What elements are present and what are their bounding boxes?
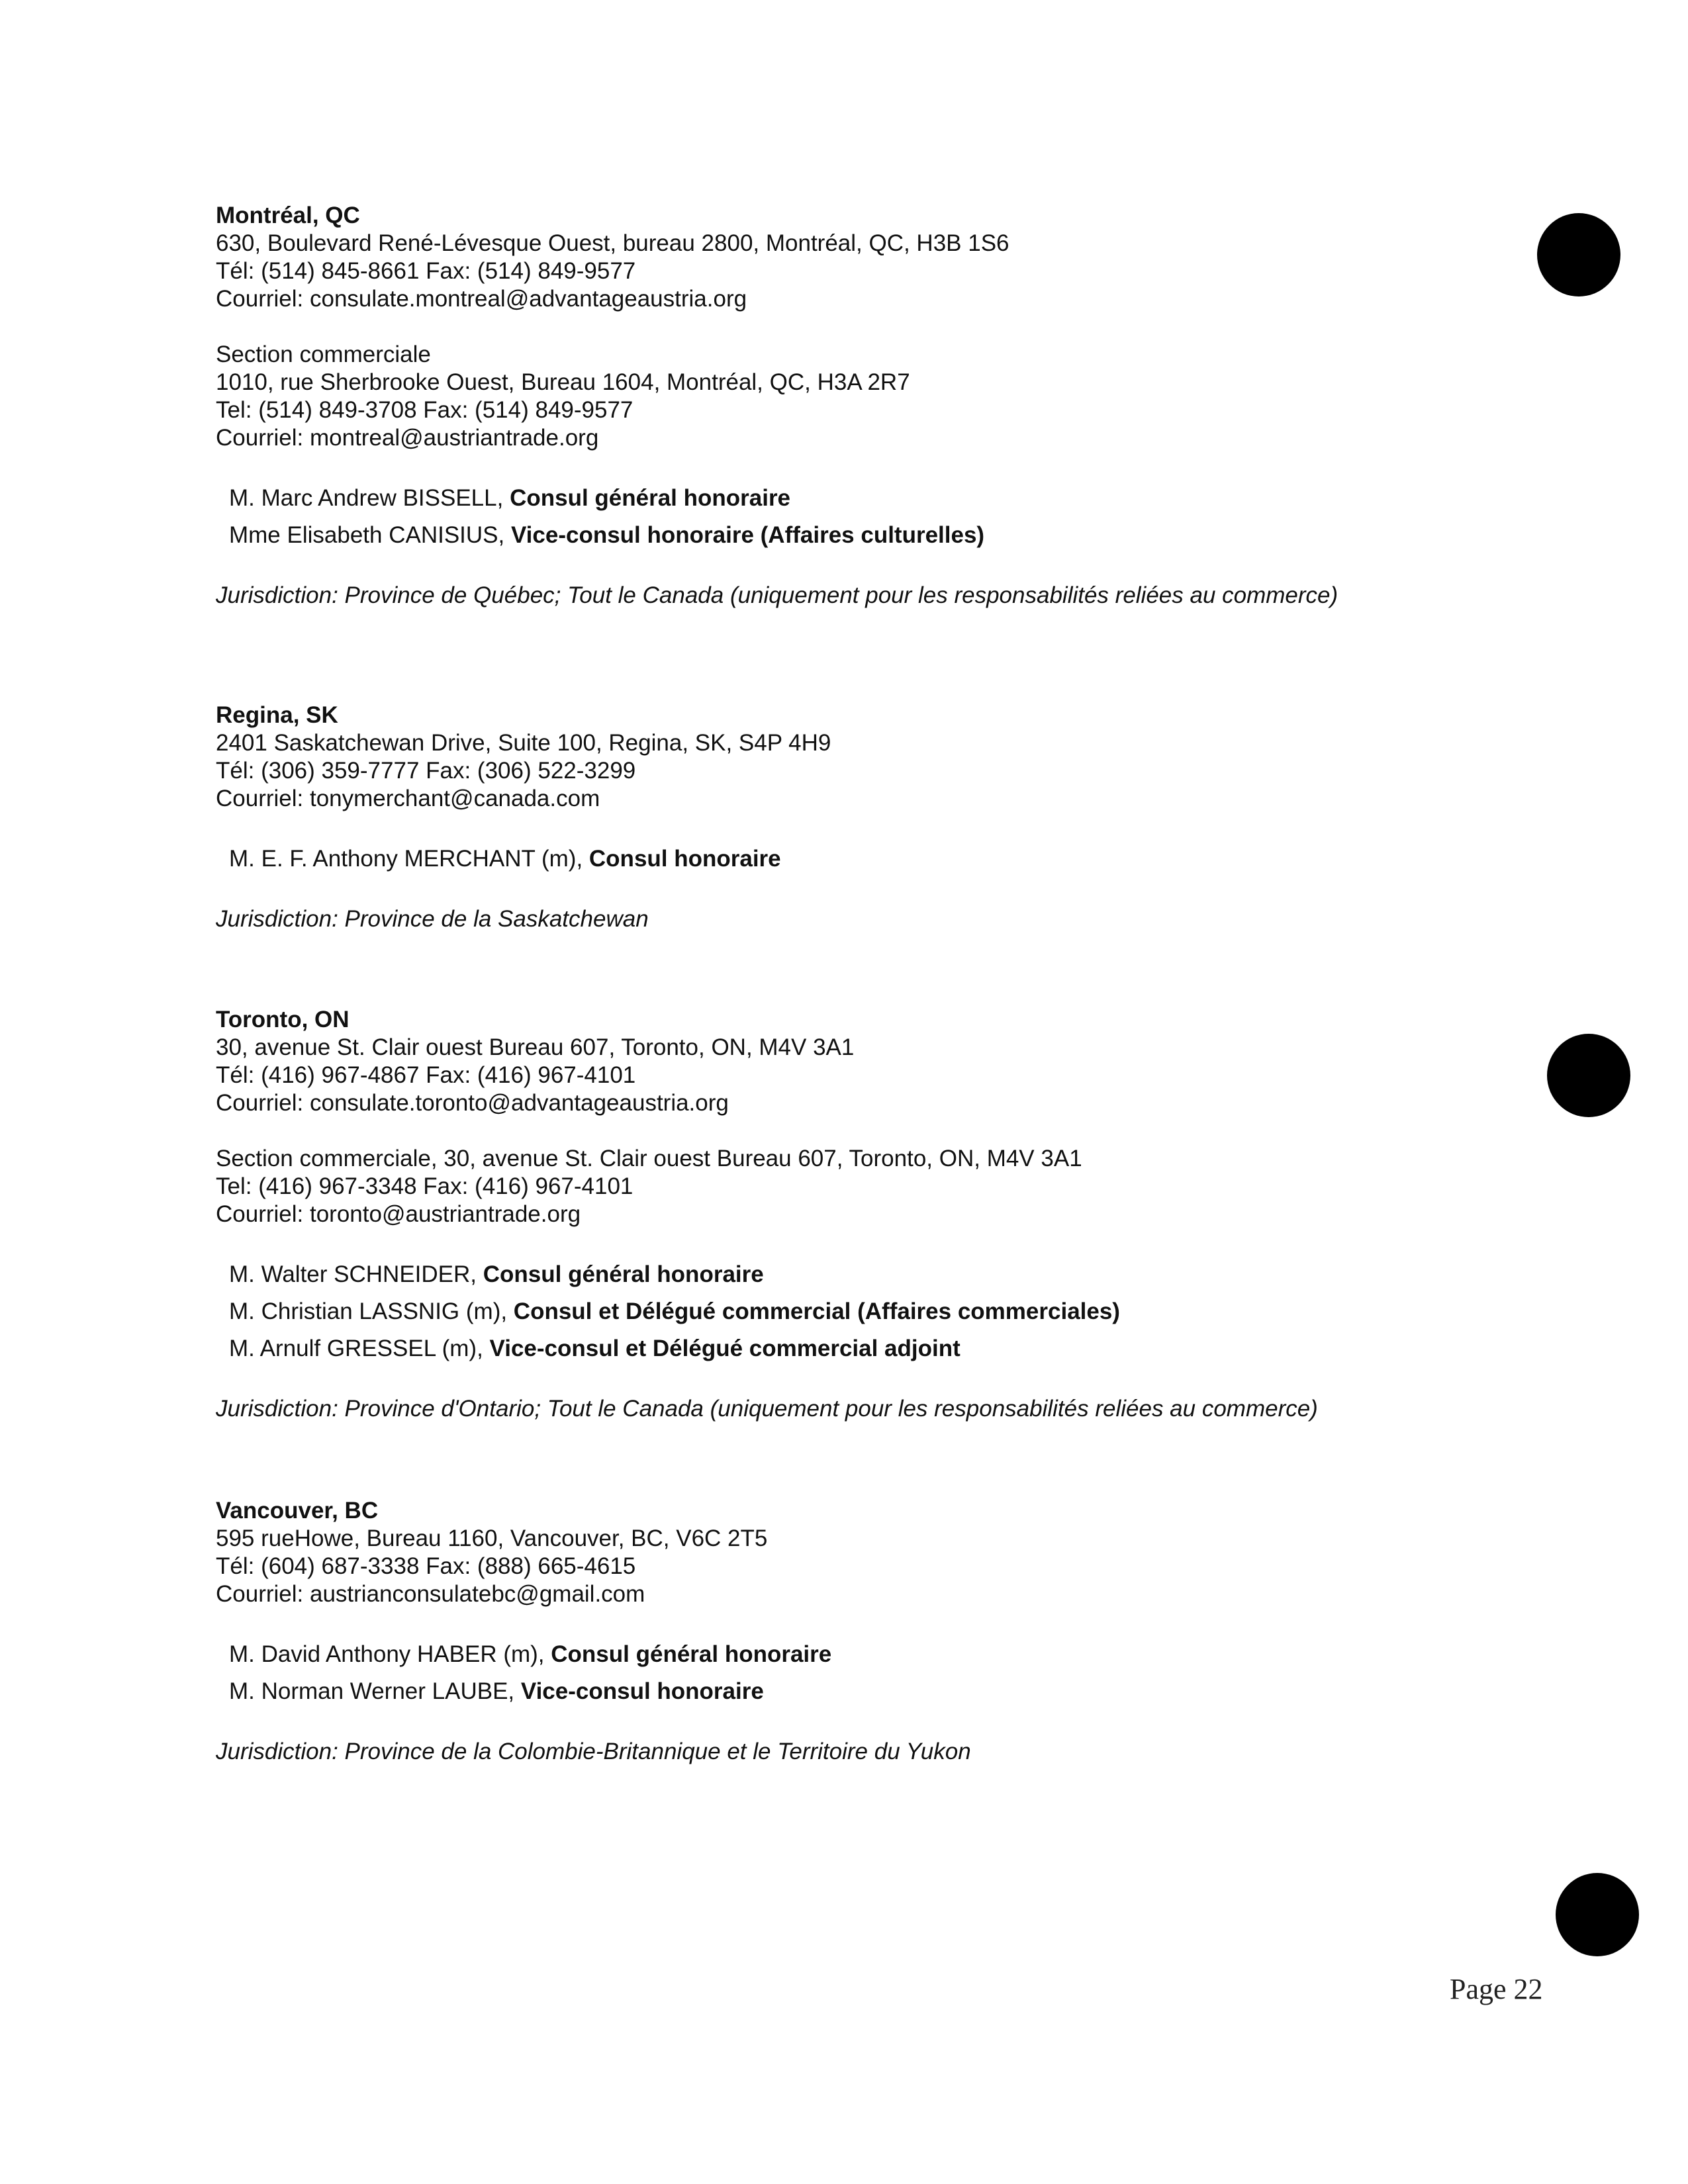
section-regina — [216, 702, 1474, 933]
section-toronto — [216, 1006, 1474, 1423]
jurisdiction-note: Jurisdiction: Province d'Ontario; Tout le Canada (uniquement pour les responsabilités reliées au commerce) — [216, 1396, 1318, 1422]
staff-name: M. Walter SCHNEIDER, — [229, 1261, 483, 1287]
phone-fax-line: Tél: (306) 359-7777 Fax: (306) 522-3299 — [216, 758, 636, 784]
punch-hole-top — [1537, 213, 1620, 296]
staff-name: M. Arnulf GRESSEL (m), — [229, 1336, 490, 1361]
commercial-address-line: 1010, rue Sherbrooke Ouest, Bureau 1604, Montréal, QC, H3A 2R7 — [216, 369, 910, 395]
punch-hole-bottom — [1556, 1873, 1639, 1956]
email-line: Courriel: tonymerchant@canada.com — [216, 786, 600, 811]
punch-hole-middle — [1547, 1034, 1630, 1117]
staff-entry — [229, 841, 1474, 878]
city-heading: Regina, SK — [216, 702, 338, 728]
staff-entry — [229, 1256, 1474, 1293]
jurisdiction-note: Jurisdiction: Province de la Colombie-Britannique et le Territoire du Yukon — [216, 1739, 971, 1764]
phone-fax-line: Tél: (416) 967-4867 Fax: (416) 967-4101 — [216, 1062, 636, 1088]
staff-entry — [229, 1330, 1474, 1367]
staff-name: M. E. F. Anthony MERCHANT (m), — [229, 846, 589, 872]
staff-list — [229, 1256, 1474, 1367]
staff-role: Consul honoraire — [588, 846, 781, 872]
staff-name: M. Christian LASSNIG (m), — [229, 1298, 514, 1324]
staff-name: M. David Anthony HABER (m), — [229, 1641, 551, 1667]
staff-list — [229, 841, 1474, 878]
city-heading: Vancouver, BC — [216, 1498, 379, 1524]
commercial-email-line: Courriel: montreal@austriantrade.org — [216, 425, 599, 451]
staff-entry — [229, 1636, 1474, 1673]
staff-role: Consul général honoraire — [551, 1641, 832, 1667]
staff-list — [229, 480, 1474, 554]
staff-name: Mme Elisabeth CANISIUS, — [229, 522, 511, 548]
commercial-phone-fax-line: Tel: (416) 967-3348 Fax: (416) 967-4101 — [216, 1173, 633, 1199]
address-line: 595 rueHowe, Bureau 1160, Vancouver, BC, V6C 2T5 — [216, 1525, 768, 1551]
email-line: Courriel: austrianconsulatebc@gmail.com — [216, 1581, 645, 1607]
commercial-email-line: Courriel: toronto@austriantrade.org — [216, 1201, 581, 1227]
section-vancouver — [216, 1497, 1474, 1766]
staff-name: M. Norman Werner LAUBE, — [229, 1678, 521, 1704]
staff-role: Consul général honoraire — [510, 485, 791, 511]
commercial-phone-fax-line: Tel: (514) 849-3708 Fax: (514) 849-9577 — [216, 397, 633, 423]
commercial-section-heading: Section commerciale — [216, 341, 431, 367]
staff-role: Vice-consul et Délégué commercial adjoint — [489, 1336, 961, 1361]
address-line: 30, avenue St. Clair ouest Bureau 607, Toronto, ON, M4V 3A1 — [216, 1034, 855, 1060]
spacer — [216, 1117, 1474, 1145]
staff-role: Vice-consul honoraire (Affaires culturelles) — [510, 522, 985, 548]
staff-role: Consul général honoraire — [483, 1261, 764, 1287]
jurisdiction-note: Jurisdiction: Province de la Saskatchewan — [216, 906, 649, 932]
staff-name: M. Marc Andrew BISSELL, — [229, 485, 510, 511]
jurisdiction-note: Jurisdiction: Province de Québec; Tout le Canada (uniquement pour les responsabilités reliées au commerce) — [216, 582, 1338, 608]
staff-role: Vice-consul honoraire — [520, 1678, 764, 1704]
commercial-section-heading: Section commerciale, 30, avenue St. Clair ouest Bureau 607, Toronto, ON, M4V 3A1 — [216, 1146, 1082, 1171]
phone-fax-line: Tél: (604) 687-3338 Fax: (888) 665-4615 — [216, 1553, 636, 1579]
staff-entry — [229, 1293, 1474, 1330]
staff-entry — [229, 480, 1474, 517]
page-number: Page 22 — [1450, 1973, 1543, 2005]
address-line: 2401 Saskatchewan Drive, Suite 100, Regina, SK, S4P 4H9 — [216, 730, 831, 756]
city-heading: Montréal, QC — [216, 203, 360, 228]
staff-entry — [229, 517, 1474, 554]
city-heading: Toronto, ON — [216, 1007, 350, 1032]
staff-list — [229, 1636, 1474, 1710]
section-montreal — [216, 202, 1474, 610]
phone-fax-line: Tél: (514) 845-8661 Fax: (514) 849-9577 — [216, 258, 636, 284]
email-line: Courriel: consulate.toronto@advantageaustria.org — [216, 1090, 729, 1116]
staff-entry — [229, 1673, 1474, 1710]
email-line: Courriel: consulate.montreal@advantageaustria.org — [216, 286, 747, 312]
address-line: 630, Boulevard René-Lévesque Ouest, bureau 2800, Montréal, QC, H3B 1S6 — [216, 230, 1009, 256]
staff-role: Consul et Délégué commercial (Affaires commerciales) — [513, 1298, 1120, 1324]
spacer — [216, 313, 1474, 341]
